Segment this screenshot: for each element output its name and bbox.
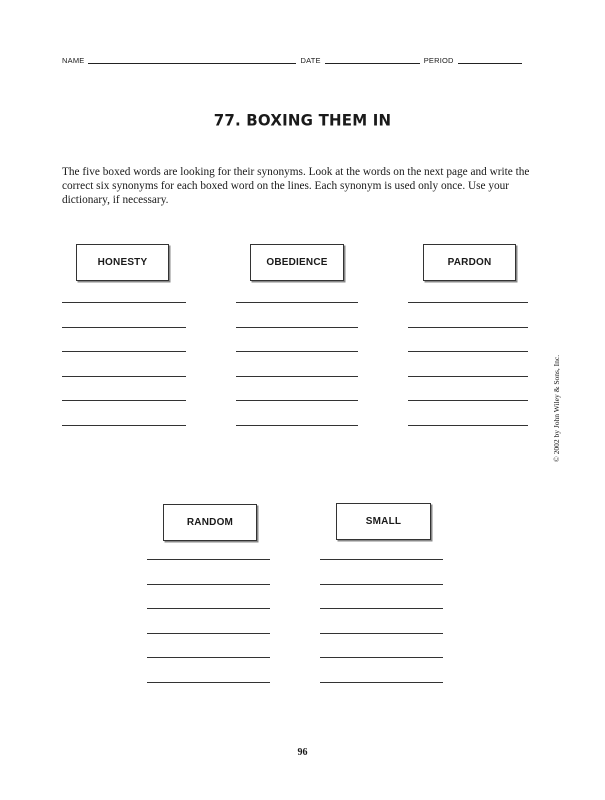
- word-box-small: SMALL: [336, 503, 431, 540]
- page-number: 96: [297, 747, 308, 758]
- answer-line-random-2[interactable]: [147, 584, 270, 585]
- answer-line-honesty-2[interactable]: [62, 327, 186, 328]
- answer-line-small-5[interactable]: [320, 657, 443, 658]
- answer-line-obedience-2[interactable]: [236, 327, 358, 328]
- copyright-notice: © 2002 by John Wiley & Sons, Inc.: [552, 354, 561, 462]
- word-box-pardon: PARDON: [423, 244, 516, 281]
- answer-line-random-4[interactable]: [147, 633, 270, 634]
- answer-line-honesty-1[interactable]: [62, 302, 186, 303]
- word-box-obedience: OBEDIENCE: [250, 244, 344, 281]
- answer-line-honesty-5[interactable]: [62, 400, 186, 401]
- answer-line-small-6[interactable]: [320, 682, 443, 683]
- answer-line-pardon-1[interactable]: [408, 302, 528, 303]
- word-box-random: RANDOM: [163, 504, 257, 541]
- answer-line-small-1[interactable]: [320, 559, 443, 560]
- answer-line-small-3[interactable]: [320, 608, 443, 609]
- answer-line-obedience-6[interactable]: [236, 425, 358, 426]
- answer-line-small-2[interactable]: [320, 584, 443, 585]
- answer-line-small-4[interactable]: [320, 633, 443, 634]
- period-blank-line[interactable]: [458, 55, 522, 64]
- date-blank-line[interactable]: [325, 55, 420, 64]
- answer-line-obedience-1[interactable]: [236, 302, 358, 303]
- word-box-honesty: HONESTY: [76, 244, 169, 281]
- answer-line-obedience-4[interactable]: [236, 376, 358, 377]
- header-fields: [62, 55, 526, 65]
- period-label: PERIOD: [423, 56, 454, 65]
- answer-line-random-3[interactable]: [147, 608, 270, 609]
- answer-line-pardon-5[interactable]: [408, 400, 528, 401]
- answer-line-pardon-3[interactable]: [408, 351, 528, 352]
- answer-line-honesty-3[interactable]: [62, 351, 186, 352]
- answer-line-obedience-5[interactable]: [236, 400, 358, 401]
- answer-line-honesty-6[interactable]: [62, 425, 186, 426]
- answer-line-random-6[interactable]: [147, 682, 270, 683]
- answer-line-honesty-4[interactable]: [62, 376, 186, 377]
- answer-line-random-5[interactable]: [147, 657, 270, 658]
- name-blank-line[interactable]: [88, 55, 296, 64]
- instructions-text: The five boxed words are looking for their synonyms. Look at the words on the next page and write the correct six synonyms for each boxed word on the lines. Each synonym is used only once. Use your dictionary, if necessary.: [62, 166, 530, 206]
- answer-line-pardon-6[interactable]: [408, 425, 528, 426]
- worksheet-title: 77. BOXING THEM IN: [213, 110, 392, 130]
- date-label: DATE: [300, 56, 321, 65]
- answer-line-pardon-2[interactable]: [408, 327, 528, 328]
- name-label: NAME: [62, 56, 85, 65]
- answer-line-pardon-4[interactable]: [408, 376, 528, 377]
- answer-line-obedience-3[interactable]: [236, 351, 358, 352]
- answer-line-random-1[interactable]: [147, 559, 270, 560]
